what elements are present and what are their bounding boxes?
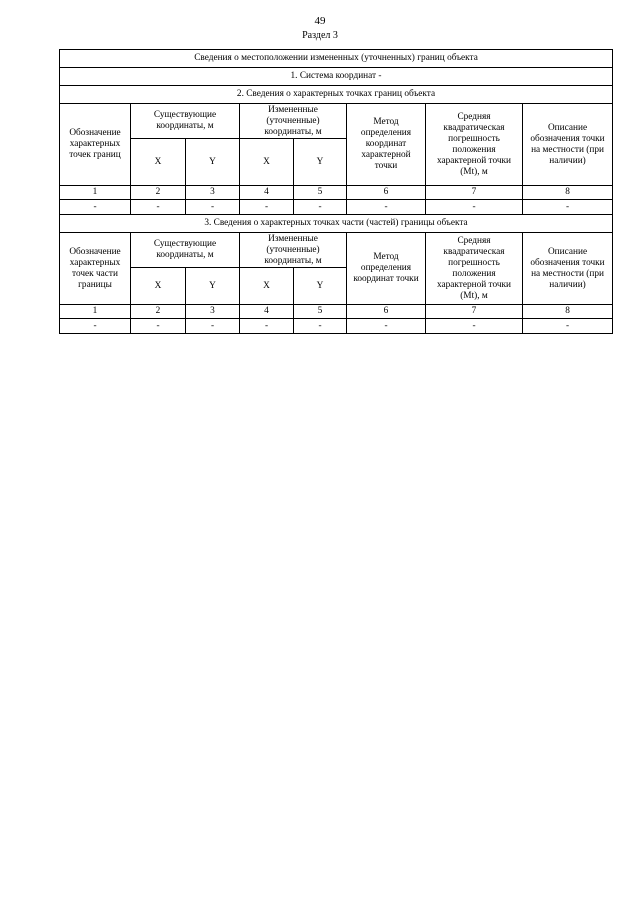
column-number: 5: [294, 186, 347, 200]
table-cell: -: [131, 200, 186, 215]
column-number: 2: [131, 305, 186, 319]
column-number: 4: [240, 186, 294, 200]
column-number: 3: [186, 186, 240, 200]
table-cell: -: [186, 319, 240, 334]
block1-data-row: [60, 200, 613, 215]
column-number: 2: [131, 186, 186, 200]
column-number: 1: [60, 186, 131, 200]
block1-number-row: [60, 186, 613, 200]
table-cell: -: [240, 200, 294, 215]
table-cell: -: [60, 319, 131, 334]
block1-header-existing-y: Y: [186, 139, 240, 186]
block1-header-method: Метод определения координат характерной точки: [347, 104, 426, 186]
block1-header-existing-x: X: [131, 139, 186, 186]
block2-data-row: [60, 319, 613, 334]
block2-header-existing: Существующие координаты, м: [131, 233, 240, 268]
block1-header-existing: Существующие координаты, м: [131, 104, 240, 139]
block2-number-row: [60, 305, 613, 319]
block1-title: 2. Сведения о характерных точках границ объекта: [60, 86, 613, 104]
column-number: 4: [240, 305, 294, 319]
table-cell: -: [131, 319, 186, 334]
block2-header-error: Средняя квадратическая погрешность положения характерной точки (Mt), м: [426, 233, 523, 305]
table-cell: -: [347, 319, 426, 334]
table-cell: -: [523, 200, 613, 215]
block2-header-description: Описание обозначения точки на местности (при наличии): [523, 233, 613, 305]
table-cell: -: [523, 319, 613, 334]
block2-header-changed: Измененные (уточненные) координаты, м: [240, 233, 347, 268]
block2-title: 3. Сведения о характерных точках части (частей) границы объекта: [60, 215, 613, 233]
block1-header-error: Средняя квадратическая погрешность положения характерной точки (Mt), м: [426, 104, 523, 186]
block1-header-changed-x: X: [240, 139, 294, 186]
column-number: 6: [347, 186, 426, 200]
block2-header-method: Метод определения координат точки: [347, 233, 426, 305]
table-cell: -: [426, 319, 523, 334]
block1-header-designation: Обозначение характерных точек границ: [60, 104, 131, 186]
block2-header-changed-x: X: [240, 268, 294, 305]
column-number: 7: [426, 305, 523, 319]
block1-header-changed: Измененные (уточненные) координаты, м: [240, 104, 347, 139]
block2-header-changed-y: Y: [294, 268, 347, 305]
table-cell: -: [294, 200, 347, 215]
column-number: 1: [60, 305, 131, 319]
column-number: 3: [186, 305, 240, 319]
section-title: Раздел 3: [302, 30, 338, 41]
block2-header-designation: Обозначение характерных точек части границы: [60, 233, 131, 305]
table-cell: -: [240, 319, 294, 334]
coord-system-row: 1. Система координат -: [60, 68, 613, 86]
table-cell: -: [294, 319, 347, 334]
table-cell: -: [186, 200, 240, 215]
block1-header-description: Описание обозначения точки на местности (при наличии): [523, 104, 613, 186]
table-cell: -: [426, 200, 523, 215]
boundary-table: [59, 49, 613, 334]
table-cell: -: [60, 200, 131, 215]
block1-header-changed-y: Y: [294, 139, 347, 186]
column-number: 6: [347, 305, 426, 319]
block2-header-existing-y: Y: [186, 268, 240, 305]
table-cell: -: [347, 200, 426, 215]
column-number: 7: [426, 186, 523, 200]
column-number: 8: [523, 305, 613, 319]
column-number: 8: [523, 186, 613, 200]
page-number: 49: [314, 15, 326, 27]
column-number: 5: [294, 305, 347, 319]
block2-header-existing-x: X: [131, 268, 186, 305]
table-title: Сведения о местоположении измененных (уточненных) границ объекта: [60, 50, 613, 68]
